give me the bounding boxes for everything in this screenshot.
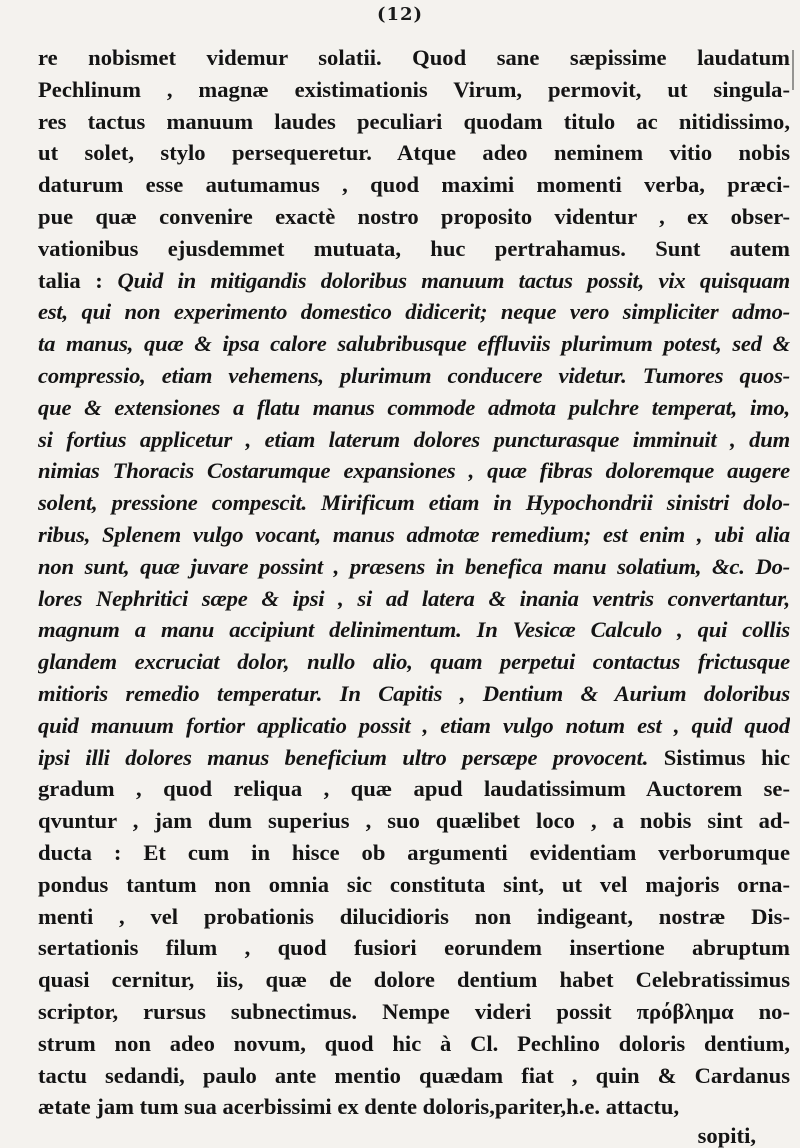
text-line: [38, 455, 790, 487]
text-line: [38, 678, 790, 710]
text-line: [38, 106, 790, 138]
roman-text: Sistimus hic: [663, 744, 790, 770]
catchword: sopiti,: [697, 1123, 756, 1148]
body-text: [38, 42, 790, 1123]
text-line: [38, 392, 790, 424]
quoted-italic-text: lores Nephritici sæpe & ipsi , si ad latera & inania ventris convertantur,: [38, 585, 790, 611]
text-line: [38, 773, 790, 805]
quoted-italic-text: que & extensiones a flatu manus commode admota pulchre temperat, imo,: [38, 394, 790, 420]
quoted-italic-text: magnum a manu accipiunt delinimentum. In Vesicæ Calculo , qui collis: [38, 617, 790, 643]
text-line: [38, 519, 790, 551]
text-line: [38, 137, 790, 169]
roman-text: strum non adeo novum, quod hic à Cl. Pechlino doloris dentium,: [38, 1030, 790, 1056]
text-line: [38, 296, 790, 328]
roman-text: daturum esse autumamus , quod maximi momenti verba, præci-: [38, 172, 790, 198]
roman-text: Pechlinum , magnæ existimationis Virum, permovit, ut singula-: [38, 76, 790, 102]
quoted-italic-text: nimias Thoracis Costarumque expansiones , quæ fibras doloremque augere: [38, 458, 790, 484]
roman-text: res tactus manuum laudes peculiari quodam titulo ac nitidissimo,: [38, 108, 790, 134]
text-line: [38, 360, 790, 392]
text-line: [38, 424, 790, 456]
quoted-italic-text: glandem excruciat dolor, nullo alio, quam perpetui contactus frictusque: [38, 649, 790, 675]
text-line: [38, 74, 790, 106]
text-line: [38, 964, 790, 996]
roman-text: quasi cernitur, iis, quæ de dolore dentium habet Celebratissimus: [38, 967, 790, 993]
quoted-italic-text: si fortius applicetur , etiam laterum dolores puncturasque imminuit , dum: [38, 426, 790, 452]
roman-text: tactu sedandi, paulo ante mentio quædam fiat , quin & Cardanus: [38, 1062, 790, 1088]
roman-text: re nobismet videmur solatii. Quod sane sæpissime laudatum: [38, 45, 790, 70]
quoted-italic-text: quid manuum fortior applicatio possit , etiam vulgo notum est , quid quod: [38, 712, 790, 738]
text-line: [38, 583, 790, 615]
roman-text: scriptor, rursus subnectimus. Nempe videri possit πρόβλημα no-: [38, 998, 790, 1024]
text-line: [38, 169, 790, 201]
quoted-italic-text: est, qui non experimento domestico didicerit; neque vero simpliciter admo-: [38, 299, 790, 325]
text-line: [38, 328, 790, 360]
text-line: [38, 201, 790, 233]
roman-text: ætate jam tum sua acerbissimi ex dente doloris,pariter,h.e. attactu,: [38, 1094, 680, 1120]
quoted-italic-text: solent, pressione compescit. Mirificum etiam in Hypochondrii sinistri dolo-: [38, 490, 790, 516]
text-line: [38, 1028, 790, 1060]
roman-text: talia :: [38, 267, 118, 293]
quoted-italic-text: mitioris remedio temperatur. In Capitis , Dentium & Aurium doloribus: [38, 680, 790, 706]
text-line: [38, 996, 790, 1028]
quoted-italic-text: compressio, etiam vehemens, plurimum conducere videtur. Tumores quos-: [38, 362, 790, 388]
roman-text: sertationis filum , quod fusiori eorundem insertione abruptum: [38, 935, 790, 961]
text-line: [38, 869, 790, 901]
roman-text: ducta : Et cum in hisce ob argumenti evidentiam verborumque: [38, 839, 790, 865]
quoted-italic-text: non sunt, quæ juvare possint , præsens in benefica manu solatium, &c. Do-: [38, 553, 790, 579]
roman-text: pondus tantum non omnia sic constituta sint, ut vel majoris orna-: [38, 871, 790, 897]
roman-text: menti , vel probationis dilucidioris non indigeant, nostræ Dis-: [38, 903, 790, 929]
text-line: [38, 614, 790, 646]
quoted-italic-text: ribus, Splenem vulgo vocant, manus admotæ remedium; est enim , ubi alia: [38, 521, 790, 547]
page-number: (12): [376, 4, 424, 25]
roman-text: gradum , quod reliqua , quæ apud laudatissimum Auctorem se-: [38, 776, 790, 802]
quoted-italic-text: Quid in mitigandis doloribus manuum tactus possit, vix quisquam: [117, 267, 790, 293]
text-line: [38, 901, 790, 933]
text-line: [38, 1060, 790, 1092]
quoted-italic-text: ta manus, quæ & ipsa calore salubribusque effluviis plurimum potest, sed &: [38, 331, 790, 357]
text-line: [38, 710, 790, 742]
margin-mark: [792, 50, 794, 90]
text-line: [38, 932, 790, 964]
text-line: [38, 742, 790, 774]
text-line: [38, 487, 790, 519]
text-line: [38, 805, 790, 837]
text-line: [38, 42, 790, 74]
text-line: [38, 837, 790, 869]
roman-text: ut solet, stylo persequeretur. Atque adeo neminem vitio nobis: [38, 140, 790, 166]
text-line: [38, 646, 790, 678]
text-line: [38, 233, 790, 265]
text-line: [38, 1091, 790, 1123]
quoted-italic-text: ipsi illi dolores manus beneficium ultro persæpe provocent.: [38, 744, 664, 770]
roman-text: qvuntur , jam dum superius , suo quælibet loco , a nobis sint ad-: [38, 808, 790, 834]
text-line: [38, 551, 790, 583]
text-line: [38, 265, 790, 297]
roman-text: pue quæ convenire exactè nostro proposito videntur , ex obser-: [38, 203, 790, 229]
roman-text: vationibus ejusdemmet mutuata, huc pertrahamus. Sunt autem: [38, 235, 790, 261]
